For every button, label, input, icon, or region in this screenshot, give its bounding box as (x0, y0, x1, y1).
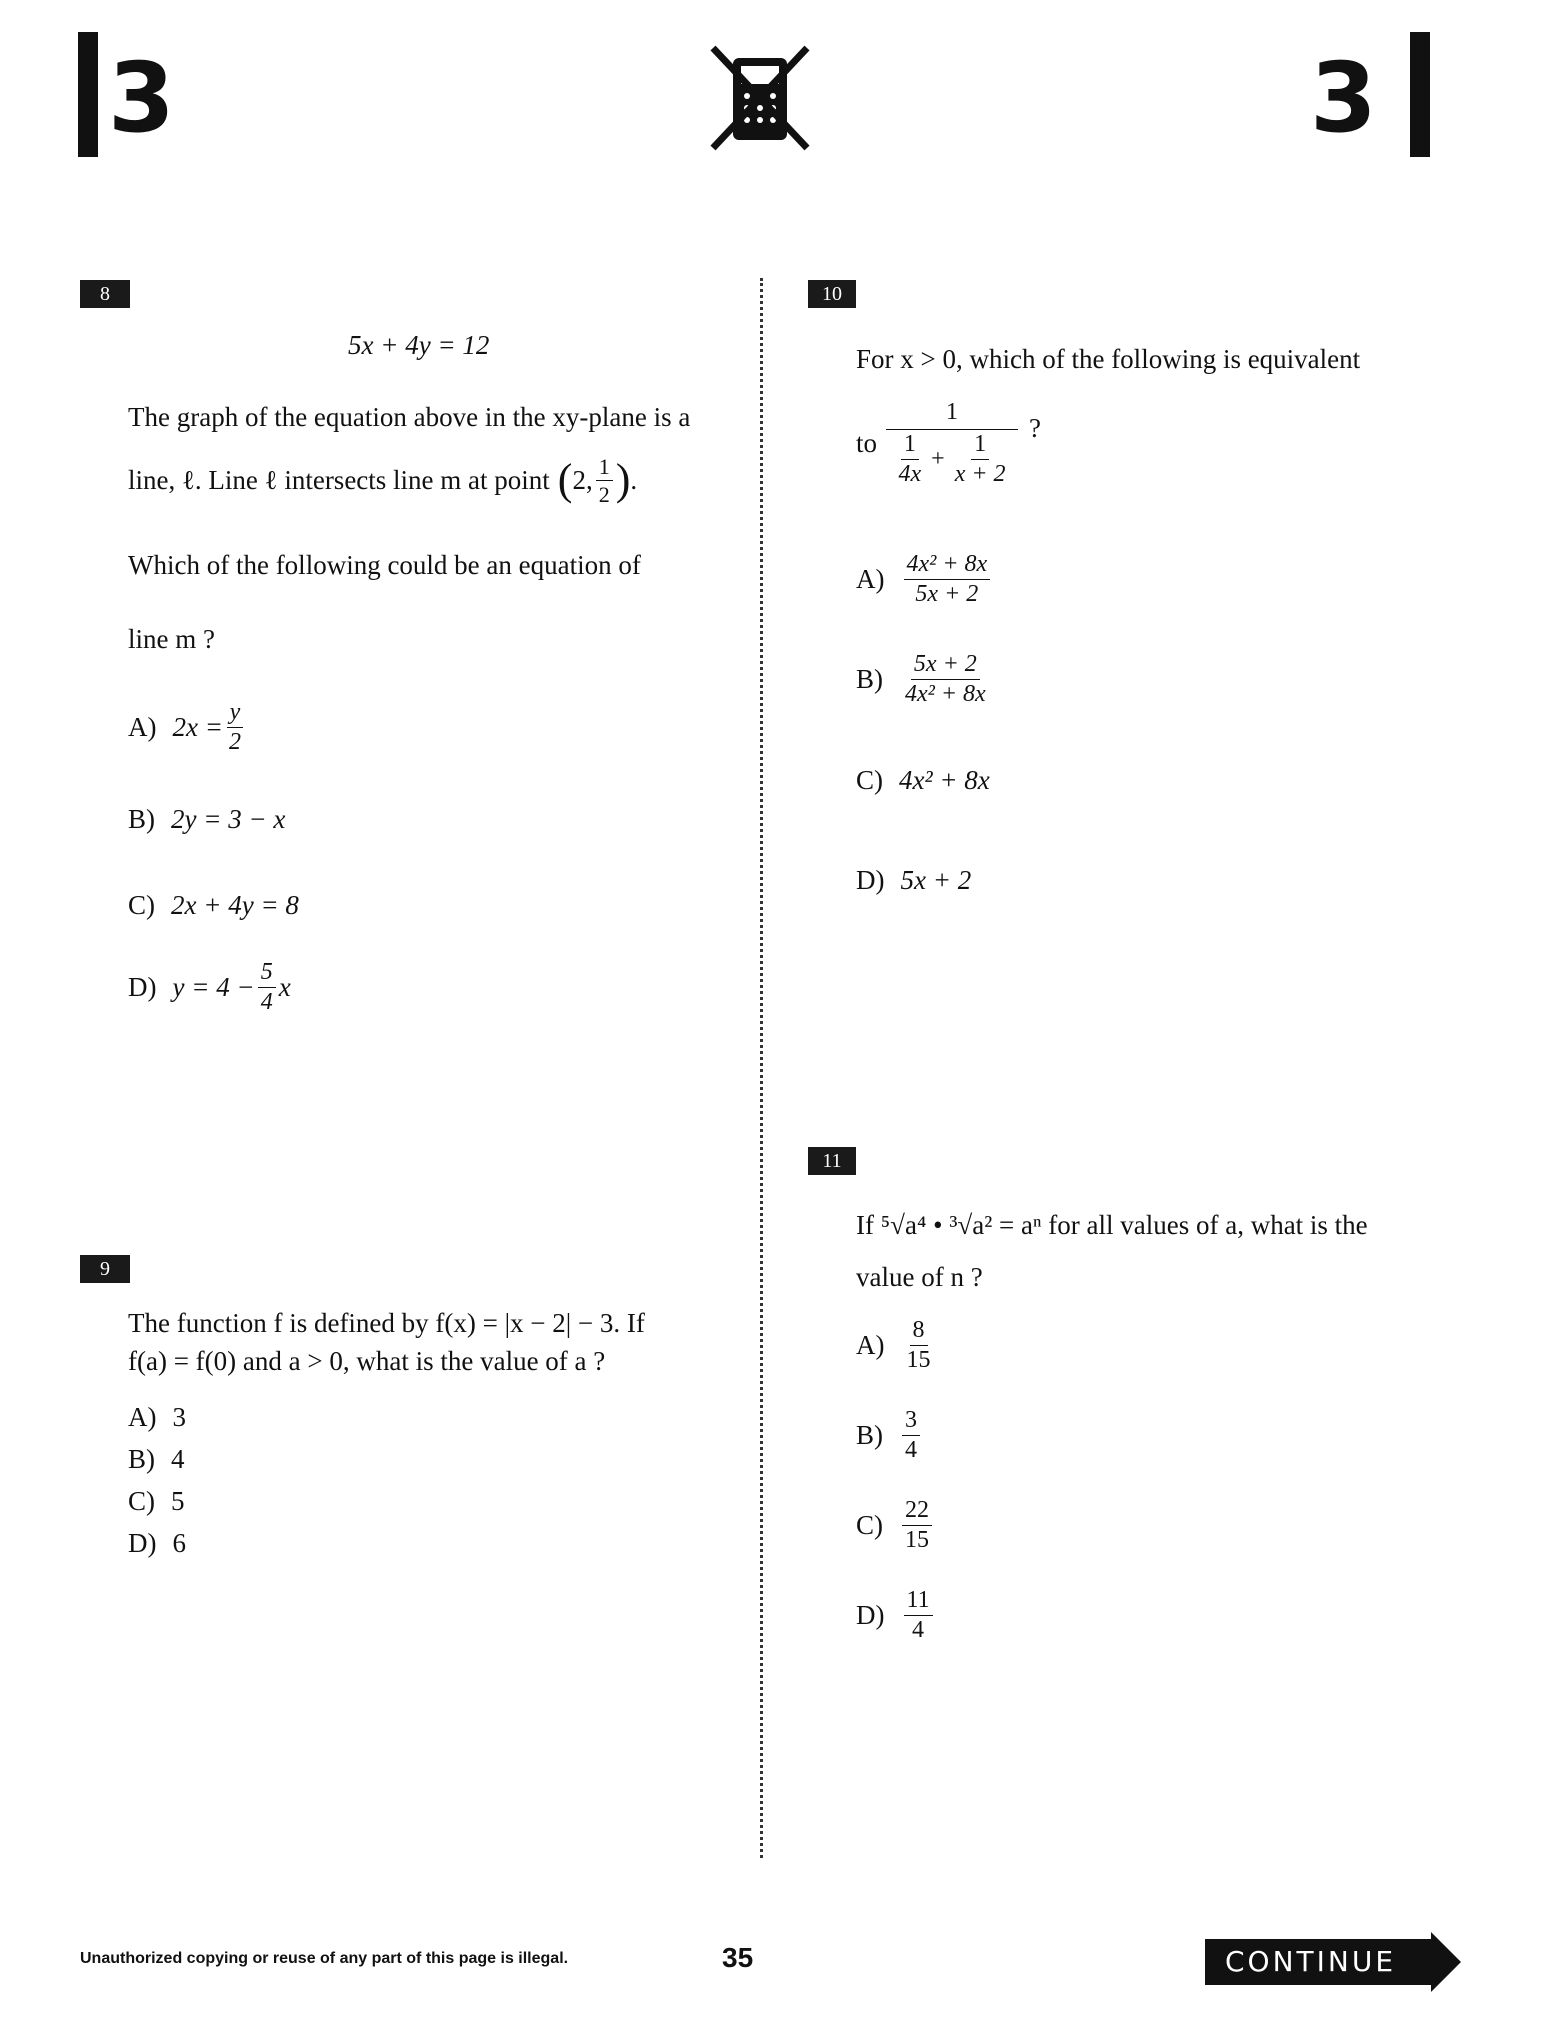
continue-label: CONTINUE (1205, 1939, 1431, 1985)
q8-option-d-var: x (278, 972, 291, 1003)
q9-option-b-text: 4 (171, 1443, 185, 1474)
q8-option-a-fraction (226, 700, 244, 755)
question-number-9: 9 (80, 1255, 130, 1283)
q8-option-c-text: 2x + 4y = 8 (171, 890, 299, 920)
q8-stem-line4: line m ? (128, 624, 215, 654)
q8-stem-line2-text: line, ℓ. Line ℓ intersects line m at point (128, 465, 550, 496)
q10-main-num: 1 (886, 400, 1018, 430)
q11-stem-line1: If ⁵√a⁴ • ³√a² = aⁿ for all values of a, what is the (856, 1210, 1368, 1240)
q10-option-b[interactable] (856, 652, 992, 707)
q10-inner1-num: 1 (901, 432, 919, 460)
q10-option-b-num: 5x + 2 (911, 652, 980, 680)
question-number-11: 11 (808, 1147, 856, 1175)
section-bar-right (1410, 32, 1430, 157)
column-divider (760, 278, 763, 1858)
section-number-right: 3 (1310, 42, 1377, 154)
q11-option-d-num: 11 (904, 1588, 933, 1616)
q9-option-d-text: 6 (172, 1527, 186, 1558)
q8-stem-line3: Which of the following could be an equation of (128, 550, 641, 580)
q8-point-x: 2, (572, 465, 593, 496)
q8-option-d[interactable] (128, 960, 291, 1015)
copyright-notice: Unauthorized copying or reuse of any part of this page is illegal. (80, 1950, 569, 1967)
q8-option-c-label: C) (128, 890, 155, 920)
q11-option-a-den: 15 (906, 1347, 931, 1374)
section-bar-left (78, 32, 98, 157)
q11-option-d-label: D) (856, 1600, 885, 1631)
q11-option-a-num: 8 (910, 1318, 928, 1346)
q8-point: ( 2, $\frac{1}{2}$ ) . (557, 454, 638, 508)
q10-qmark: ? (1029, 413, 1041, 444)
q11-option-d-fraction (904, 1588, 933, 1643)
q8-option-a-label: A) (128, 712, 157, 743)
q11-option-a-fraction (904, 1318, 934, 1373)
q8-option-d-den: 4 (260, 989, 273, 1016)
q10-plus: + (931, 446, 945, 473)
continue-banner (1205, 1932, 1461, 1992)
q10-option-b-den: 4x² + 8x (905, 681, 986, 708)
q10-inner2-den: x + 2 (954, 461, 1006, 488)
no-calculator-icon (705, 42, 815, 154)
q10-option-a-den: 5x + 2 (915, 581, 979, 608)
q10-option-d-text: 5x + 2 (900, 865, 972, 895)
q10-option-a-label: A) (856, 564, 885, 595)
q8-option-a[interactable] (128, 700, 247, 755)
q10-option-c-label: C) (856, 765, 883, 795)
q9-option-a[interactable] (128, 1396, 186, 1438)
q10-expression (856, 400, 1041, 488)
q11-stem-line2: value of n ? (856, 1262, 983, 1292)
q9-option-d-label: D) (128, 1527, 157, 1558)
q8-point-y-den: 2 (598, 482, 610, 508)
q8-point-y-fraction (596, 455, 613, 506)
continue-arrow-icon (1431, 1932, 1461, 1992)
q11-option-c-fraction (902, 1498, 932, 1553)
q10-option-d-label: D) (856, 865, 885, 895)
q11-option-b-num: 3 (902, 1408, 920, 1436)
q10-inner2-num: 1 (971, 432, 989, 460)
q8-option-b[interactable] (128, 804, 285, 835)
q8-point-y-num: 1 (596, 455, 613, 481)
q9-stem-line1: The function f is defined by f(x) = |x − 2| − 3. If (128, 1308, 645, 1338)
q11-option-b[interactable] (856, 1408, 923, 1463)
question-number-10: 10 (808, 280, 856, 308)
q9-option-b-label: B) (128, 1443, 155, 1474)
q11-option-b-fraction (902, 1408, 920, 1463)
q9-options (128, 1396, 186, 1564)
q8-stem-line2 (128, 455, 637, 506)
q10-option-c[interactable] (856, 765, 990, 796)
q10-stem-line1: For x > 0, which of the following is equivalent (856, 344, 1361, 374)
q10-inner-fraction-2 (952, 432, 1009, 487)
q11-option-c-den: 15 (905, 1527, 929, 1554)
q8-option-b-text: 2y = 3 − x (171, 804, 286, 834)
q11-option-b-den: 4 (905, 1437, 917, 1464)
q10-option-b-label: B) (856, 664, 883, 695)
q11-option-d-den: 4 (912, 1617, 925, 1644)
q9-option-c-text: 5 (171, 1485, 185, 1516)
q9-option-b[interactable] (128, 1438, 186, 1480)
q11-option-a-label: A) (856, 1330, 885, 1361)
q8-option-a-lhs: 2x = (172, 712, 223, 743)
q10-option-a[interactable] (856, 552, 993, 607)
q11-option-b-label: B) (856, 1420, 883, 1451)
q10-inner-fraction-1 (895, 432, 924, 487)
q8-option-d-lhs: y = 4 − (172, 972, 255, 1003)
q8-option-d-fraction (258, 960, 276, 1015)
q10-option-a-num: 4x² + 8x (904, 552, 991, 580)
q10-inner1-den: 4x (898, 461, 922, 488)
q10-option-b-fraction (902, 652, 989, 707)
q9-option-a-text: 3 (172, 1401, 186, 1432)
q11-option-c-num: 22 (902, 1498, 932, 1526)
q9-option-c-label: C) (128, 1485, 155, 1516)
q8-option-a-den: 2 (228, 729, 241, 756)
q11-option-d[interactable] (856, 1588, 936, 1643)
q10-option-a-fraction (904, 552, 991, 607)
q10-to: to (856, 428, 878, 459)
q11-option-c-label: C) (856, 1510, 883, 1541)
q11-option-c[interactable] (856, 1498, 935, 1553)
q10-main-fraction (886, 400, 1018, 488)
q8-option-b-label: B) (128, 804, 155, 834)
q9-option-a-label: A) (128, 1401, 157, 1432)
q10-option-c-text: 4x² + 8x (899, 765, 990, 795)
q8-option-a-num: y (227, 700, 244, 728)
q10-option-d[interactable] (856, 865, 971, 896)
q9-option-c[interactable] (128, 1480, 186, 1522)
section-number-left: 3 (108, 42, 175, 154)
q8-equation: 5x + 4y = 12 (348, 330, 490, 360)
q9-stem-line2: f(a) = f(0) and a > 0, what is the value of a ? (128, 1346, 606, 1376)
q10-main-den (889, 430, 1014, 487)
q8-option-d-num: 5 (258, 960, 276, 988)
q9-option-d[interactable] (128, 1522, 186, 1564)
q8-option-d-label: D) (128, 972, 157, 1003)
question-number-8: 8 (80, 280, 130, 308)
q8-option-c[interactable] (128, 890, 299, 921)
page-number: 35 (722, 1942, 754, 1973)
q8-stem-line1: The graph of the equation above in the xy-plane is a (128, 402, 691, 432)
q11-option-a[interactable] (856, 1318, 937, 1373)
